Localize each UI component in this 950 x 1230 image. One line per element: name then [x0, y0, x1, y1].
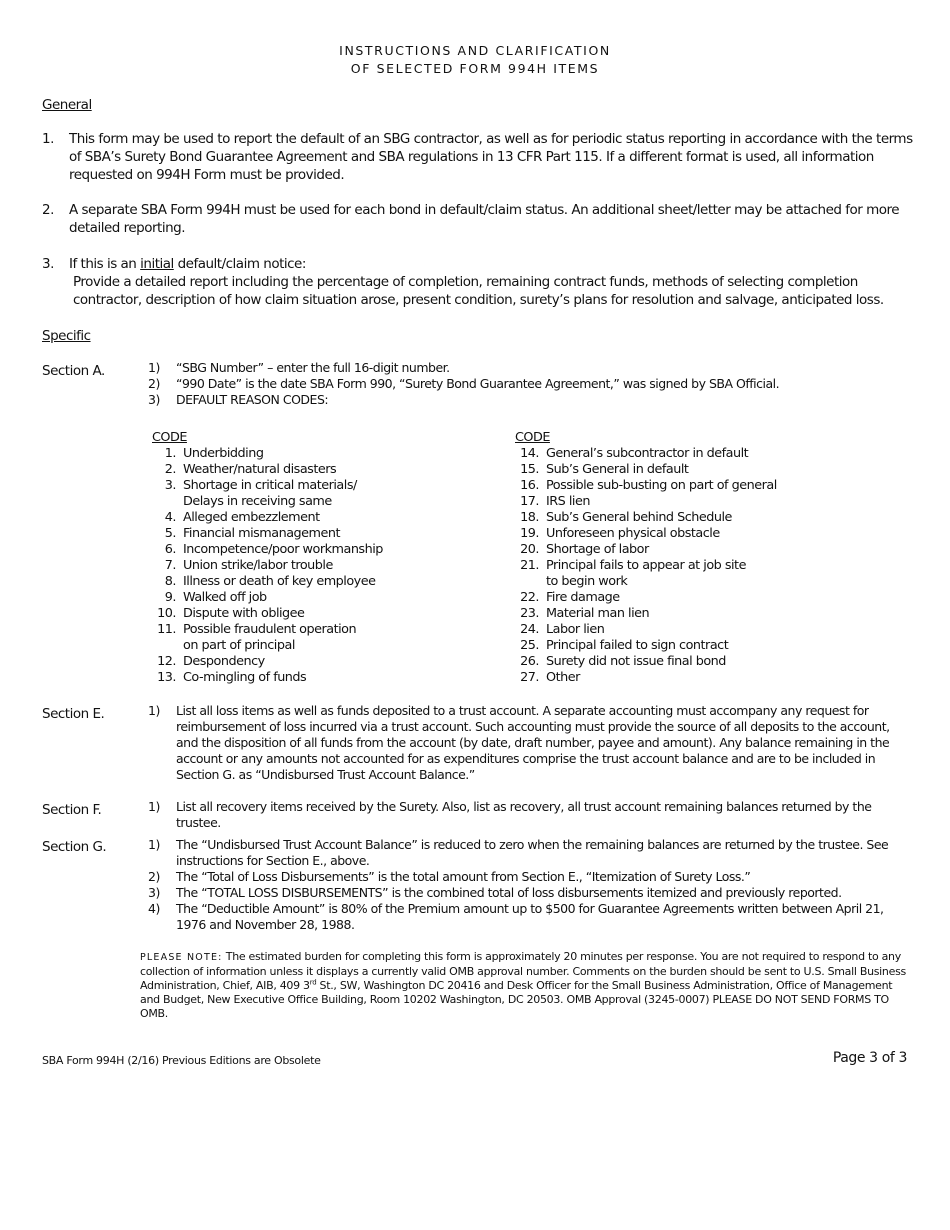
code-number: 22. — [520, 590, 539, 605]
code-label — [183, 462, 503, 478]
code-list-left — [152, 430, 502, 686]
code-number: 19. — [520, 526, 539, 541]
code-number: 14. — [520, 446, 539, 461]
general-item-3-pre: If this is an — [69, 256, 141, 272]
code-list-right — [515, 430, 895, 686]
section-g-label: Section G. — [42, 839, 107, 855]
code-number: 12. — [157, 654, 176, 669]
code-number: 23. — [520, 606, 539, 621]
code-number: 26. — [520, 654, 539, 669]
code-label — [546, 542, 866, 558]
code-item — [152, 574, 502, 590]
code-label — [183, 558, 503, 574]
code-number: 8. — [164, 574, 176, 589]
code-number: 9. — [164, 590, 176, 605]
section-g-item-2-text: The “Total of Loss Disbursements” is the total amount from Section E., “Itemization of Surety Loss.” — [176, 869, 751, 884]
section-g-item-2-number: 2) — [148, 869, 160, 884]
code-item — [152, 446, 502, 462]
code-label — [546, 462, 866, 478]
code-item — [515, 526, 895, 542]
code-label — [183, 622, 503, 654]
code-number: 7. — [164, 558, 176, 573]
code-number: 13. — [157, 670, 176, 685]
code-number: 17. — [520, 494, 539, 509]
code-number: 2. — [164, 462, 176, 477]
section-a-label: Section A. — [42, 363, 105, 379]
code-item — [515, 670, 895, 686]
code-item — [152, 478, 502, 510]
code-label-line: Despondency — [183, 654, 265, 669]
code-number: 6. — [164, 542, 176, 557]
page-number: Page 3 of 3 — [832, 1050, 907, 1066]
code-item — [515, 590, 895, 606]
code-number: 25. — [520, 638, 539, 653]
code-label-line: Sub’s General in default — [546, 462, 689, 477]
form-identifier: SBA Form 994H (2/16) Previous Editions are Obsolete — [42, 1054, 321, 1067]
code-number: 1. — [164, 446, 176, 461]
section-a-item-1-number: 1) — [148, 360, 160, 375]
code-item — [152, 670, 502, 686]
code-label — [183, 542, 503, 558]
general-item-1-text: This form may be used to report the default of an SBG contractor, as well as for periodic status reporting in accordance with the terms of SBA’s Surety Bond Guarantee Agreement and SBA regulations in 13 CFR Part 115. If a different format is used, all information requested on 994H Form must be provided. — [69, 131, 913, 183]
code-label-line: Principal failed to sign contract — [546, 638, 729, 653]
section-a-item-3-text: DEFAULT REASON CODES: — [176, 392, 329, 407]
general-item-3-underlined: initial — [140, 256, 174, 272]
note-text-post: St., SW, Washington DC 20416 and Desk Officer for the Small Business Administration, Office of Management and Budget, New Executive Office Building, Room 10202 Washington, DC 20503. OMB Approval (3245-0007) PLEASE DO NOT SEND FORMS TO OMB. — [140, 979, 893, 1020]
specific-heading: Specific — [42, 328, 91, 344]
section-g-item-1-number: 1) — [148, 837, 160, 852]
section-a-item-3-number: 3) — [148, 392, 160, 407]
code-label-line: Possible sub-busting on part of general — [546, 478, 777, 493]
code-item — [515, 638, 895, 654]
code-label-line: Co-mingling of funds — [183, 670, 307, 685]
code-label — [183, 574, 503, 590]
code-label-line: Alleged embezzlement — [183, 510, 320, 525]
code-label — [546, 446, 866, 462]
code-label-line: Delays in receiving same — [183, 494, 332, 509]
code-number: 27. — [520, 670, 539, 685]
code-label-line: on part of principal — [183, 638, 295, 653]
code-label-line: Dispute with obligee — [183, 606, 305, 621]
code-number: 10. — [157, 606, 176, 621]
code-number: 11. — [157, 622, 176, 637]
section-f-label: Section F. — [42, 802, 102, 818]
code-item — [152, 526, 502, 542]
code-label-line: Principal fails to appear at job site — [546, 558, 746, 573]
code-label-line: Surety did not issue final bond — [546, 654, 726, 669]
code-item — [152, 558, 502, 574]
code-label-line: Material man lien — [546, 606, 650, 621]
code-number: 16. — [520, 478, 539, 493]
general-item-2-number: 2. — [42, 202, 54, 218]
code-label — [546, 606, 866, 622]
code-label-line: Fire damage — [546, 590, 620, 605]
general-item-3-heading — [69, 255, 919, 273]
code-label-line: Unforeseen physical obstacle — [546, 526, 720, 541]
code-label-line: Incompetence/poor workmanship — [183, 542, 383, 557]
code-item — [152, 654, 502, 670]
general-item-3-post: default/claim notice: — [173, 256, 306, 272]
code-item — [515, 446, 895, 462]
code-label — [546, 558, 866, 590]
section-g-item-4-text: The “Deductible Amount” is 80% of the Premium amount up to $500 for Guarantee Agreements written between April 21, 1976 and November 28, 1988. — [176, 901, 884, 932]
title-line-2: OF SELECTED FORM 994H ITEMS — [350, 61, 600, 76]
note-label: PLEASE NOTE: — [140, 952, 223, 963]
code-label — [183, 526, 503, 542]
code-label-line: Shortage of labor — [546, 542, 649, 557]
code-label-line: Walked off job — [183, 590, 267, 605]
code-label-line: Underbidding — [183, 446, 264, 461]
code-label — [546, 510, 866, 526]
code-item — [515, 558, 895, 590]
code-label — [183, 446, 503, 462]
code-label-line: Union strike/labor trouble — [183, 558, 333, 573]
burden-note — [140, 950, 910, 1021]
section-e-item-1-text: List all loss items as well as funds deposited to a trust account. A separate accounting must accompany any request for reimbursement of loss incurred via a trust account. Such accounting must provide the source of all deposits to the account, and the disposition of all funds from the account (by date, draft number, payee and amount). Any balance remaining in the account or any amounts not accounted for as expenditures comprise the trust account balance and are to be included in Section G. as “Undisbursed Trust Account Balance.” — [176, 703, 890, 782]
code-item — [515, 510, 895, 526]
code-label — [546, 670, 866, 686]
code-label-line: to begin work — [546, 574, 628, 589]
code-number: 18. — [520, 510, 539, 525]
code-number: 24. — [520, 622, 539, 637]
code-label — [546, 622, 866, 638]
code-label-line: Weather/natural disasters — [183, 462, 337, 477]
code-label-line: Other — [546, 670, 580, 685]
general-item-3-detail: Provide a detailed report including the percentage of completion, remaining contract funds, methods of selecting completion contractor, description of how claim situation arose, present condition, surety’s plans for resolution and salvage, anticipated loss. — [73, 274, 884, 308]
code-item — [515, 462, 895, 478]
code-label — [183, 654, 503, 670]
code-label — [546, 638, 866, 654]
code-item — [515, 606, 895, 622]
code-item — [152, 462, 502, 478]
code-label — [546, 654, 866, 670]
note-text-pre: The estimated burden for completing this form is approximately 20 minutes per response. You are not required to respond to any collection of information unless it displays a currently valid OMB approval number. Comments on the burden should be sent to U.S. Small Business Administration, Chief, AIB, 409 3 — [140, 950, 906, 992]
code-label-line: Labor lien — [546, 622, 605, 637]
code-label-line: Financial mismanagement — [183, 526, 341, 541]
section-g-item-4-number: 4) — [148, 901, 160, 916]
code-item — [515, 478, 895, 494]
section-a-item-1-text: “SBG Number” – enter the full 16-digit number. — [176, 360, 450, 375]
code-label — [183, 478, 503, 510]
section-g-item-1-text: The “Undisbursed Trust Account Balance” is reduced to zero when the remaining balances are returned by the trustee. See instructions for Section E., above. — [176, 837, 889, 868]
code-item — [152, 510, 502, 526]
code-label — [183, 510, 503, 526]
section-g-item-3-number: 3) — [148, 885, 160, 900]
section-a-item-2-text: “990 Date” is the date SBA Form 990, “Surety Bond Guarantee Agreement,” was signed by SBA Official. — [176, 376, 780, 391]
code-item — [152, 542, 502, 558]
code-number: 3. — [164, 478, 176, 493]
code-number: 4. — [164, 510, 176, 525]
section-a-item-2-number: 2) — [148, 376, 160, 391]
section-f-item-1-text: List all recovery items received by the Surety. Also, list as recovery, all trust account remaining balances returned by the trustee. — [176, 799, 872, 830]
page-title — [0, 42, 950, 78]
code-header-right: CODE — [515, 430, 550, 445]
code-item — [515, 622, 895, 638]
code-number: 5. — [164, 526, 176, 541]
code-number: 15. — [520, 462, 539, 477]
note-text-sup: rd — [309, 978, 317, 987]
code-label-line: IRS lien — [546, 494, 590, 509]
general-item-2-text: A separate SBA Form 994H must be used for each bond in default/claim status. An additional sheet/letter may be attached for more detailed reporting. — [69, 202, 900, 236]
general-heading: General — [42, 97, 92, 113]
code-label-line: Illness or death of key employee — [183, 574, 376, 589]
section-e-label: Section E. — [42, 706, 105, 722]
code-item — [515, 654, 895, 670]
code-item — [515, 494, 895, 510]
code-item — [152, 606, 502, 622]
code-label — [183, 606, 503, 622]
code-label-line: Shortage in critical materials/ — [183, 478, 357, 493]
section-f-item-1-number: 1) — [148, 799, 160, 814]
code-label-line: General’s subcontractor in default — [546, 446, 749, 461]
code-label — [183, 670, 503, 686]
code-label — [546, 478, 866, 494]
code-item — [152, 622, 502, 654]
section-g-item-3-text: The “TOTAL LOSS DISBURSEMENTS” is the combined total of loss disbursements itemized and previously reported. — [176, 885, 842, 900]
code-number: 21. — [520, 558, 539, 573]
code-item — [152, 590, 502, 606]
code-number: 20. — [520, 542, 539, 557]
code-label — [546, 526, 866, 542]
general-item-1-number: 1. — [42, 131, 54, 147]
title-line-1: INSTRUCTIONS AND CLARIFICATION — [339, 43, 611, 58]
code-header-left: CODE — [152, 430, 187, 445]
section-e-item-1-number: 1) — [148, 703, 160, 718]
code-label-line: Sub’s General behind Schedule — [546, 510, 732, 525]
code-label — [546, 590, 866, 606]
code-label-line: Possible fraudulent operation — [183, 622, 357, 637]
code-label — [546, 494, 866, 510]
code-label — [183, 590, 503, 606]
code-item — [515, 542, 895, 558]
general-item-3-number: 3. — [42, 256, 54, 272]
